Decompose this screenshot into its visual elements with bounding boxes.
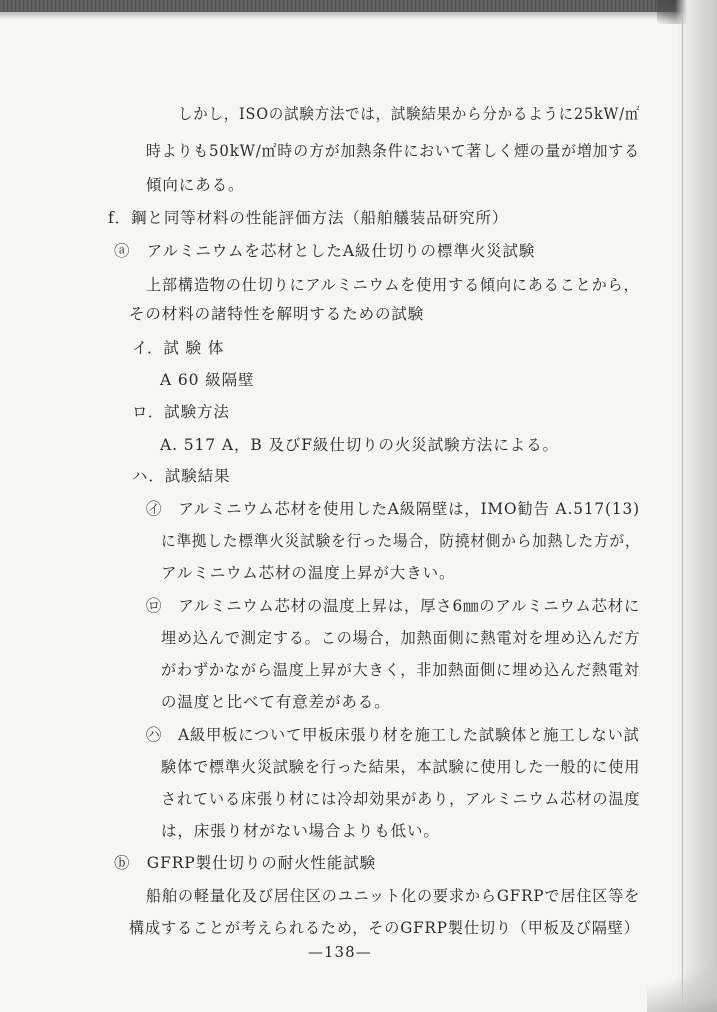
text-line: その材料の諸特性を解明するための試験: [129, 305, 425, 323]
text-line: A. 517 A，B 及びF級仕切りの火災試験方法による。: [160, 436, 559, 454]
text-line: 験体で標準火災試験を行った結果，本試験に使用した一般的に使用: [161, 758, 641, 776]
scan-fold-line: [682, 16, 683, 1006]
text-line: 構成することが考えられるため，そのGFRP製仕切り（甲板及び隔壁）: [129, 919, 640, 937]
text-line: しかし，ISOの試験方法では，試験結果から分かるように25kW/㎡: [178, 105, 641, 123]
page-number: —138—: [308, 943, 372, 961]
text-line: に準拠した標準火災試験を行った場合，防撓材側から加熱した方が，: [161, 532, 641, 550]
text-line: 時よりも50kW/㎡時の方が加熱条件において著しく煙の量が増加する: [146, 142, 640, 160]
subsection-heading: ⓑ GFRP製仕切りの耐火性能試験: [114, 854, 377, 872]
text-line: A 60 級隔壁: [160, 371, 255, 389]
item-heading: ロ．試験方法: [132, 403, 230, 421]
subsection-heading: ⓐ アルミニウムを芯材としたA級仕切りの標準火災試験: [114, 242, 536, 260]
text-line: 傾向にある。: [146, 176, 245, 194]
text-line: されている床張り材には冷却効果があり，アルミニウム芯材の温度: [161, 790, 641, 808]
section-heading: f．鋼と同等材料の性能評価方法（船舶艤装品研究所）: [108, 209, 509, 227]
scan-top-edge: [0, 0, 717, 12]
scan-bottom-shadow: [647, 952, 717, 1012]
text-line: は，床張り材がない場合よりも低い。: [161, 822, 440, 840]
text-line: の温度と比べて有意差がある。: [161, 693, 391, 711]
text-line: ㋑ アルミニウム芯材を使用したA級隔壁は，IMO勧告 A.517(13): [146, 500, 640, 518]
text-line: 上部構造物の仕切りにアルミニウムを使用する傾向にあることから，: [146, 276, 640, 294]
text-line: 埋め込んで測定する。この場合，加熱面側に熱電対を埋め込んだ方: [161, 629, 641, 647]
text-line: ㋺ アルミニウム芯材の温度上昇は，厚さ6㎜のアルミニウム芯材に: [146, 597, 641, 615]
text-line: 船舶の軽量化及び居住区のユニット化の要求からGFRPで居住区等を: [146, 887, 641, 905]
text-line: ㋩ A級甲板について甲板床張り材を施工した試験体と施工しない試: [146, 726, 640, 744]
item-heading: イ．試 験 体: [132, 339, 225, 357]
scan-top-shadow: [0, 12, 717, 20]
text-line: アルミニウム芯材の温度上昇が大きい。: [161, 564, 456, 582]
item-heading: ハ．試験結果: [132, 467, 231, 485]
text-line: がわずかながら温度上昇が大きく，非加熱面側に埋め込んだ熱電対: [161, 661, 640, 679]
